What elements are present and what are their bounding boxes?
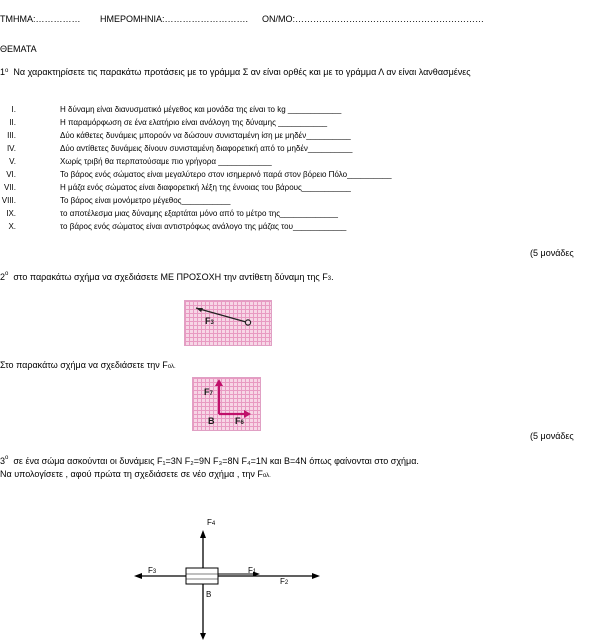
q2-number: 2 [0,272,6,282]
q2-marks: (5 μονάδες [530,431,574,441]
date-field: ΗΜΕΡΟΜΗΝΙΑ:………………………. [100,14,249,24]
q3-number: 3 [0,456,6,466]
q3-line2-sub: ολ. [262,473,271,479]
item-number: IX. [6,209,16,218]
q2-text-end: . [331,272,334,282]
item-number: III. [7,131,16,140]
item-number: VIII. [1,196,16,205]
section-title: ΘΕΜΑΤΑ [0,44,37,54]
item-text: Η παραμόρφωση σε ένα ελατήριο είναι ανάλογη της δύναμης ___________ [60,118,328,127]
name-field: ΟΝ/ΜΟ:……………………………………………………… [262,14,484,24]
q1-number-sup: ο [5,68,9,74]
q1-text: Να χαρακτηρίσετε τις παρακάτω προτάσεις με το γράμμα Σ αν είναι ορθές και με το γράμμα Λ αν είναι λανθασμένες [13,67,471,77]
q1-number: 1 [0,67,6,77]
item-text: Δύο κάθετες δυνάμεις μπορούν να δώσουν συνισταμένη ίση με μηδέν__________ [60,131,351,140]
item-text: Χωρίς τριβή θα περπατούσαμε πιο γρήγορα ____________ [60,157,272,166]
item-text: Η δύναμη είναι διανυσματικό μέγεθος και μονάδα της είναι το kg ____________ [60,105,342,114]
f3-diagram-label: F3 [148,566,157,575]
item-number: X. [8,222,16,231]
b-diagram-label: B [206,590,212,599]
f2-label: F2 [280,577,289,586]
q2-line2-sub: ολ. [167,364,176,370]
item-number: IV. [6,144,16,153]
item-number: I. [11,105,16,114]
item-number: V. [9,157,16,166]
class-field: ΤΜΗΜΑ:…………… [0,14,81,24]
q1-marks: (5 μονάδες [530,248,574,258]
item-text: Το βάρος ενός σώματος είναι μεγαλύτερο στον ισημερινό παρά στον βόρειο Πόλο__________ [60,170,392,179]
item-number: VI. [6,170,16,179]
q3-number-sup: ο [5,455,9,461]
f4-label: F4 [207,518,216,527]
item-text: Το βάρος είναι μονόμετρο μέγεθος___________ [60,196,231,205]
q2-line2-text: Στο παρακάτω σχήμα να σχεδιάσετε την F [0,360,168,370]
q2-text: στο παρακάτω σχήμα να σχεδιάσετε ΜΕ ΠΡΟΣΟΧΗ την αντίθετη δύναμη της F [13,272,328,282]
item-text: Δύο αντίθετες δυνάμεις δίνουν συνισταμένη διαφορετική από το μηδέν__________ [60,144,353,153]
f1-label: F1 [248,566,257,575]
b-label: B [208,416,215,426]
item-number: VII. [3,183,16,192]
q3-line1: σε ένα σώμα ασκούνται οι δυνάμεις F₁=3N F₂=9N F₃=8N F₄=1N και B=4N όπως φαίνονται στο σχήμα. [13,456,419,466]
f7-label: F7 [204,387,213,397]
q2-text-sub: 3 [327,276,332,282]
q2-number-sup: ο [5,271,9,277]
f6-label: F6 [235,416,244,426]
item-text: Η μάζα ενός σώματος είναι διαφορετική λέξη της έννοιας του βάρους___________ [60,183,351,192]
item-text: το βάρος ενός σώματος είναι αντιστρόφως ανάλογο της μάζας του____________ [60,222,347,231]
f3-label: F3 [205,316,214,326]
item-number: II. [9,118,16,127]
q3-line2-text: Να υπολογίσετε , αφού πρώτα τη σχεδιάσετε σε νέο σχήμα , την F [0,469,263,479]
item-text: το αποτέλεσμα μιας δύναμης εξαρτάται μόνο από το μέτρο της_____________ [60,209,338,218]
